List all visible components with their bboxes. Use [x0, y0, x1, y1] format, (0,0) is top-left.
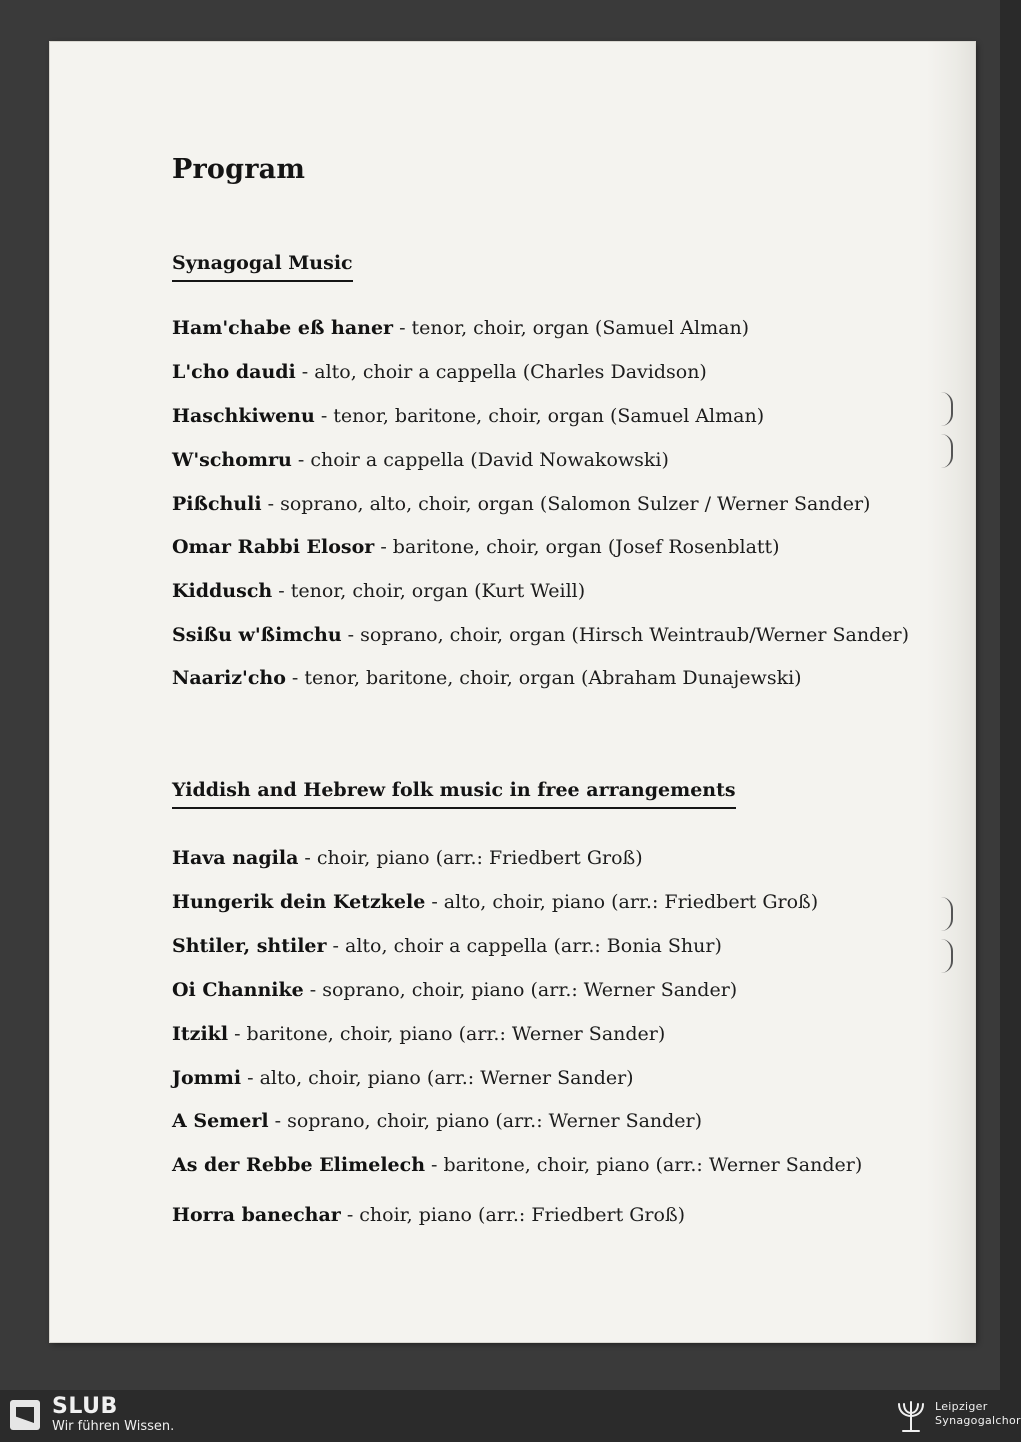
program-item [172, 361, 707, 383]
viewer-footer [0, 1390, 1021, 1442]
item-title: Oi Channike [172, 979, 304, 1001]
program-item [172, 1204, 685, 1226]
program-item [172, 580, 585, 602]
program-item [172, 493, 870, 515]
item-detail: - soprano, choir, piano (arr.: Werner Sander) [268, 1110, 703, 1132]
item-detail: - tenor, baritone, choir, organ (Abraham Dunajewski) [285, 667, 802, 689]
item-title: Omar Rabbi Elosor [172, 536, 375, 558]
item-title: Hungerik dein Ketzkele [172, 891, 426, 913]
item-title: Itzikl [172, 1023, 229, 1045]
choir-logo-text [935, 1400, 1021, 1428]
program-item [172, 667, 802, 689]
program-item [172, 449, 669, 471]
program-item [172, 405, 764, 427]
program-item [172, 1110, 702, 1132]
choir-name-line1: Leipziger [935, 1400, 988, 1413]
program-item [172, 1067, 634, 1089]
item-title: L'cho daudi [172, 361, 296, 383]
menorah-icon [893, 1396, 929, 1436]
item-detail: - baritone, choir, piano (arr.: Werner Sander) [228, 1023, 666, 1045]
library-tagline: Wir führen Wissen. [52, 1419, 175, 1434]
binding-edge [927, 42, 975, 1342]
item-detail: - alto, choir a cappella (Charles Davidson) [295, 361, 707, 383]
staple-mark [941, 897, 953, 931]
item-title: A Semerl [172, 1110, 269, 1132]
item-detail: - soprano, choir, piano (arr.: Werner Sander) [303, 979, 738, 1001]
program-item [172, 1023, 665, 1045]
library-name[interactable]: SLUB [52, 1394, 118, 1419]
item-detail: - baritone, choir, organ (Josef Rosenblatt) [374, 536, 780, 558]
item-detail: - choir, piano (arr.: Friedbert Groß) [340, 1204, 686, 1226]
item-detail: - baritone, choir, piano (arr.: Werner Sander) [425, 1154, 863, 1176]
program-page [50, 42, 975, 1342]
item-title: Ham'chabe eß haner [172, 317, 394, 339]
item-detail: - choir a cappella (David Nowakowski) [291, 449, 669, 471]
staple-mark [941, 392, 953, 426]
item-detail: - alto, choir, piano (arr.: Werner Sander) [241, 1067, 634, 1089]
item-detail: - tenor, choir, organ (Kurt Weill) [272, 580, 586, 602]
slub-logo-icon[interactable] [10, 1400, 40, 1430]
staple-mark [941, 939, 953, 973]
program-item [172, 1154, 862, 1176]
item-detail: - alto, choir, piano (arr.: Friedbert Groß) [425, 891, 819, 913]
item-detail: - choir, piano (arr.: Friedbert Groß) [298, 847, 643, 869]
item-title: Pißchuli [172, 493, 262, 515]
item-title: Ssißu w'ßimchu [172, 624, 342, 646]
item-title: As der Rebbe Elimelech [172, 1154, 426, 1176]
item-detail: - soprano, choir, organ (Hirsch Weintraub/Werner Sander) [341, 624, 909, 646]
item-title: Jommi [172, 1067, 242, 1089]
program-item [172, 317, 749, 339]
staple-mark [941, 434, 953, 468]
item-title: Naariz'cho [172, 667, 286, 689]
section-heading-synagogal: Synagogal Music [172, 252, 353, 282]
program-item [172, 536, 780, 558]
program-item [172, 935, 722, 957]
item-title: Hava nagila [172, 847, 299, 869]
item-title: Kiddusch [172, 580, 273, 602]
choir-name-line2: Synagogalchor [935, 1414, 1021, 1427]
item-title: Shtiler, shtiler [172, 935, 327, 957]
item-detail: - soprano, alto, choir, organ (Salomon Sulzer / Werner Sander) [261, 493, 871, 515]
program-item [172, 891, 818, 913]
program-item [172, 979, 737, 1001]
item-title: Horra banechar [172, 1204, 341, 1226]
page-title: Program [172, 154, 306, 185]
item-detail: - tenor, choir, organ (Samuel Alman) [393, 317, 750, 339]
program-item [172, 847, 643, 869]
item-detail: - alto, choir a cappella (arr.: Bonia Shur) [326, 935, 722, 957]
item-title: W'schomru [172, 449, 292, 471]
program-item [172, 624, 909, 646]
item-title: Haschkiwenu [172, 405, 315, 427]
section-heading-folk: Yiddish and Hebrew folk music in free arrangements [172, 779, 736, 809]
item-detail: - tenor, baritone, choir, organ (Samuel Alman) [314, 405, 765, 427]
